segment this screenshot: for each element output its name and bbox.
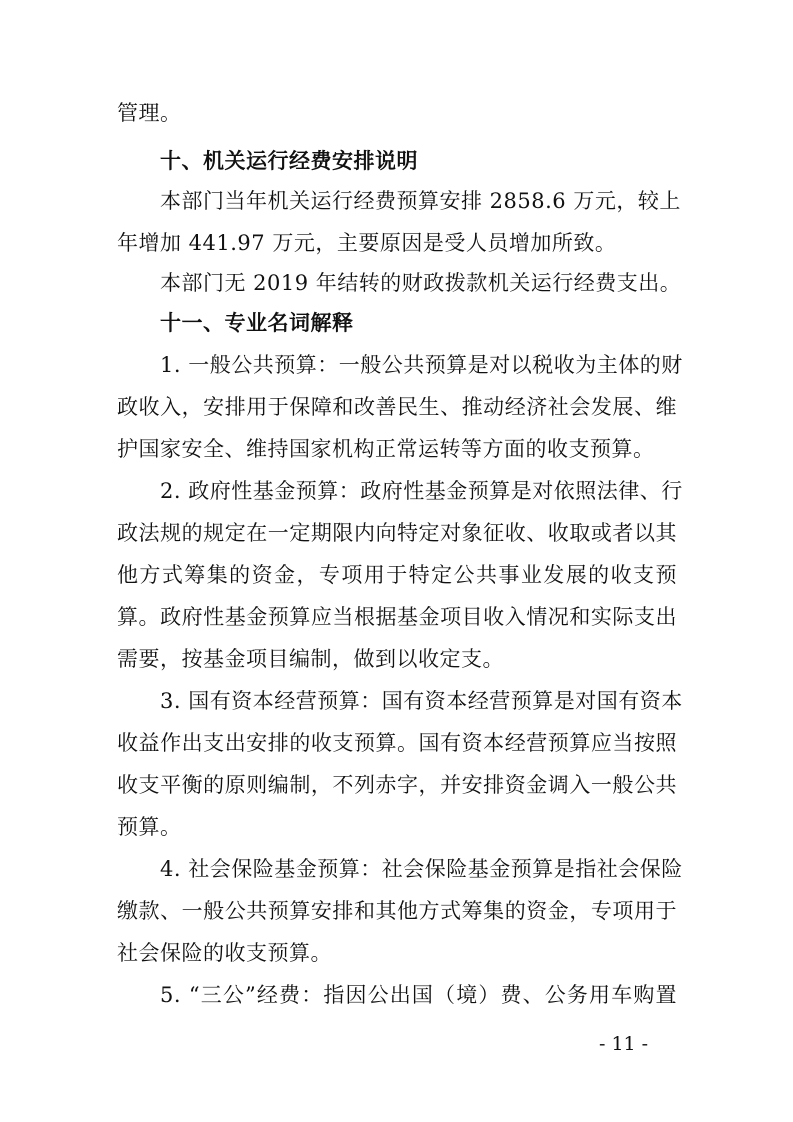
text-line: 3. 国有资本经营预算：国有资本经营预算是对国有资本 [160,689,683,713]
text-line: 护国家安全、维持国家机构正常运转等方面的收支预算。 [117,437,655,461]
text-line: 政收入，安排用于保障和改善民生、推动经济社会发展、维 [117,395,677,419]
text-line: 4. 社会保险基金预算：社会保险基金预算是指社会保险 [160,857,683,881]
text-line: 管理。 [117,101,182,125]
text-line: 本部门当年机关运行经费预算安排 2858.6 万元，较上 [160,189,681,213]
section-heading: 十、机关运行经费安排说明 [160,149,418,173]
text-line: 2. 政府性基金预算：政府性基金预算是对依照法律、行 [160,479,683,503]
text-line: 年增加 441.97 万元，主要原因是受人员增加所致。 [117,231,617,255]
text-line: 政法规的规定在一定期限内向特定对象征收、收取或者以其 [117,521,677,545]
text-line: 他方式筹集的资金，专项用于特定公共事业发展的收支预 [117,563,677,587]
text-line: 收益作出支出安排的收支预算。国有资本经营预算应当按照 [117,731,677,755]
text-line: 预算。 [117,815,182,839]
text-line: 社会保险的收支预算。 [117,941,332,965]
text-line: 算。政府性基金预算应当根据基金项目收入情况和实际支出 [117,605,677,629]
section-heading: 十一、专业名词解释 [160,311,354,335]
text-line: 本部门无 2019 年结转的财政拨款机关运行经费支出。 [160,271,682,295]
text-line: 5. “三公”经费：指因公出国（境）费、公务用车购置 [160,983,677,1007]
text-line: 需要，按基金项目编制，做到以收定支。 [117,647,504,671]
text-line: 收支平衡的原则编制，不列赤字，并安排资金调入一般公共 [117,773,677,797]
text-line: 1. 一般公共预算：一般公共预算是对以税收为主体的财 [160,353,683,377]
text-line: 缴款、一般公共预算安排和其他方式筹集的资金，专项用于 [117,899,677,923]
page-number: - 11 - [599,1033,649,1055]
